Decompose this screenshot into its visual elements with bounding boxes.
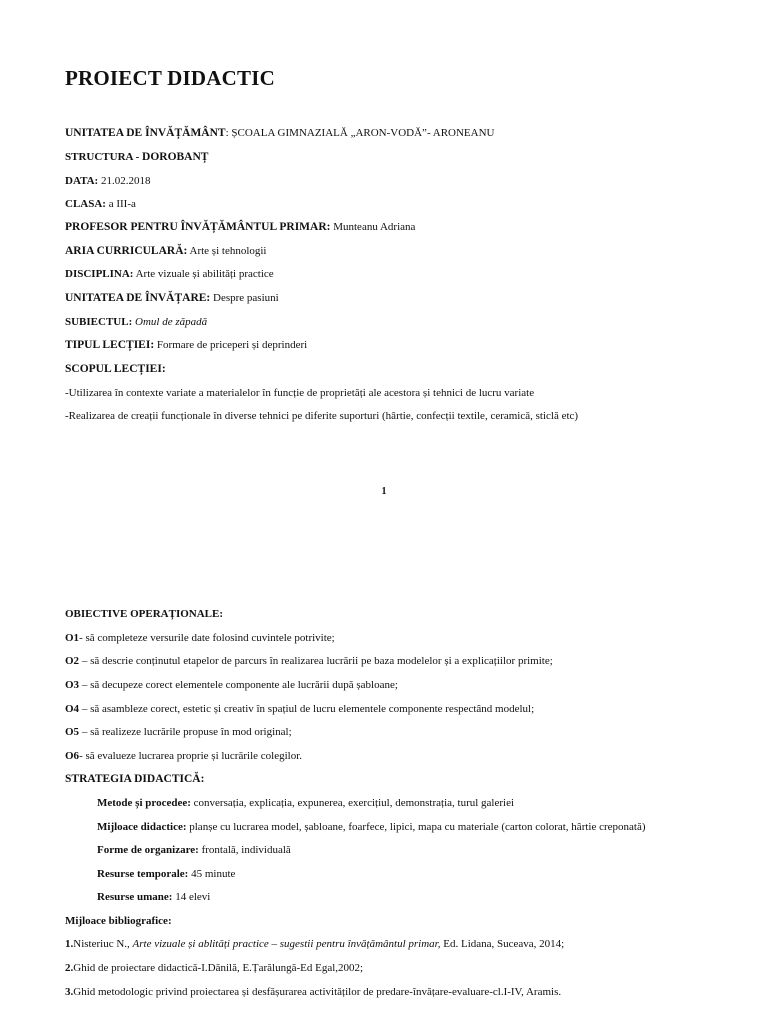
- disciplina-label: DISCIPLINA:: [65, 268, 134, 280]
- clasa-label: CLASA:: [65, 198, 106, 210]
- profesor-value: Munteanu Adriana: [330, 221, 416, 233]
- objective-item: [65, 725, 292, 739]
- bibliography-num: 3.: [65, 986, 74, 998]
- objective-text: – să realizeze lucrările propuse în mod original;: [79, 726, 292, 738]
- bibliography-text: Nisteriuc N.,: [73, 938, 133, 950]
- strategy-label: Metode și procedee:: [97, 797, 191, 809]
- clasa-value: a III-a: [105, 198, 136, 210]
- subiectul-line: [65, 315, 207, 329]
- objective-code: O4: [65, 703, 80, 715]
- strategy-value: conversația, explicația, expunerea, exercițiul, demonstrația, turul galeriei: [190, 797, 515, 809]
- objective-code: O6: [65, 750, 80, 762]
- objective-text: - să completeze versurile date folosind cuvintele potrivite;: [79, 632, 335, 644]
- data-value: 21.02.2018: [98, 175, 151, 187]
- strategia-heading: STRATEGIA DIDACTICĂ:: [65, 773, 205, 785]
- objective-text: – să asambleze corect, estetic și creativ în spațiul de lucru elementele componente respectând modelul;: [79, 703, 535, 715]
- strategy-label: Mijloace didactice:: [97, 821, 187, 833]
- aria-value: Arte și tehnologii: [187, 245, 267, 257]
- objective-text: – să decupeze corect elementele componente ale lucrării după șabloane;: [79, 679, 398, 691]
- data-line: [65, 174, 150, 188]
- objective-text: - să evalueze lucrarea proprie și lucrările colegilor.: [79, 750, 303, 762]
- tipul-label: TIPUL LECȚIEI:: [65, 339, 155, 351]
- objective-item: [65, 678, 398, 692]
- bibliography-num: 1.: [65, 938, 74, 950]
- strategy-value: frontală, individuală: [198, 844, 291, 856]
- aria-label: ARIA CURRICULARĂ:: [65, 245, 188, 257]
- bibliography-text: Ghid metodologic privind proiectarea și desfășurarea activităților de predare-învățare-evaluare-cl.I-IV, Aramis.: [73, 986, 562, 998]
- objective-item: [65, 749, 302, 763]
- structura-line: [65, 150, 208, 164]
- strategy-label: Resurse temporale:: [97, 868, 189, 880]
- bibliography-item: [65, 985, 561, 999]
- structura-label: STRUCTURA -: [65, 151, 143, 163]
- profesor-label: PROFESOR PENTRU ÎNVĂȚĂMÂNTUL PRIMAR:: [65, 221, 331, 233]
- strategy-value: 45 minute: [188, 868, 236, 880]
- unitate-invatare-label: UNITATEA DE ÎNVĂȚARE:: [65, 292, 211, 304]
- scopul-item: -Realizarea de creații funcționale în diverse tehnici pe diferite suporturi (hârtie, confecții textile, ceramică, sticlă etc): [65, 410, 579, 422]
- disciplina-value: Arte vizuale și abilități practice: [133, 268, 274, 280]
- objective-item: [65, 702, 534, 716]
- obiective-heading: OBIECTIVE OPERAȚIONALE:: [65, 608, 224, 620]
- unitate-invatamant-line: [65, 126, 494, 140]
- unitate-invatamant-value: ȘCOALA GIMNAZIALĂ „ARON-VODĂ”- ARONEANU: [231, 127, 495, 139]
- clasa-line: [65, 197, 136, 211]
- strategy-label: Resurse umane:: [97, 891, 173, 903]
- objective-item: [65, 631, 335, 645]
- bibliography-item: [65, 961, 363, 975]
- bibliography-italic: Arte vizuale și ablități practice – sugestii pentru învățământul primar,: [132, 938, 441, 950]
- strategy-item: [97, 843, 291, 857]
- bibliography-num: 2.: [65, 962, 74, 974]
- strategy-item: [97, 867, 235, 881]
- data-label: DATA:: [65, 175, 99, 187]
- strategy-item: [97, 890, 210, 904]
- document-title: PROIECT DIDACTIC: [65, 66, 275, 90]
- bibliografie-heading: Mijloace bibliografice:: [65, 915, 172, 927]
- objective-code: O5: [65, 726, 80, 738]
- scopul-item: -Utilizarea în contexte variate a materialelor în funcție de proprietăți ale acestora și tehnici de lucru variate: [65, 387, 535, 399]
- bibliography-item: [65, 937, 564, 951]
- scopul-heading: SCOPUL LECȚIEI:: [65, 363, 166, 375]
- strategy-label: Forme de organizare:: [97, 844, 199, 856]
- disciplina-line: [65, 267, 274, 281]
- strategy-value: planșe cu lucrarea model, șabloane, foarfece, lipici, mapa cu materiale (carton colorat, hârtie creponată): [186, 821, 646, 833]
- bibliography-post: Ed. Lidana, Suceava, 2014;: [440, 938, 565, 950]
- bibliography-text: Ghid de proiectare didactică-I.Dănilă, E.Țarălungă-Ed Egal,2002;: [73, 962, 364, 974]
- unitate-invatare-line: [65, 291, 279, 305]
- unitate-invatamant-label: UNITATEA DE ÎNVĂȚĂMÂNT: [65, 127, 226, 139]
- strategy-item: [97, 820, 646, 834]
- objective-item: [65, 654, 553, 668]
- objective-text: – să descrie conținutul etapelor de parcurs în realizarea lucrării pe baza modelelor și a explicațiilor primite;: [79, 655, 553, 667]
- strategy-item: [97, 796, 514, 810]
- objective-code: O2: [65, 655, 80, 667]
- objective-code: O1: [65, 632, 80, 644]
- strategy-value: 14 elevi: [172, 891, 211, 903]
- subiectul-label: SUBIECTUL:: [65, 316, 133, 328]
- unitate-invatamant-sep: :: [225, 127, 232, 139]
- subiectul-value: Omul de zăpadă: [132, 316, 208, 328]
- objective-code: O3: [65, 679, 80, 691]
- aria-line: [65, 244, 267, 258]
- unitate-invatare-value: Despre pasiuni: [210, 292, 279, 304]
- tipul-line: [65, 338, 307, 352]
- tipul-value: Formare de priceperi și deprinderi: [154, 339, 308, 351]
- profesor-line: [65, 220, 415, 234]
- page-number: 1: [381, 486, 387, 497]
- structura-value: DOROBANȚ: [142, 151, 209, 163]
